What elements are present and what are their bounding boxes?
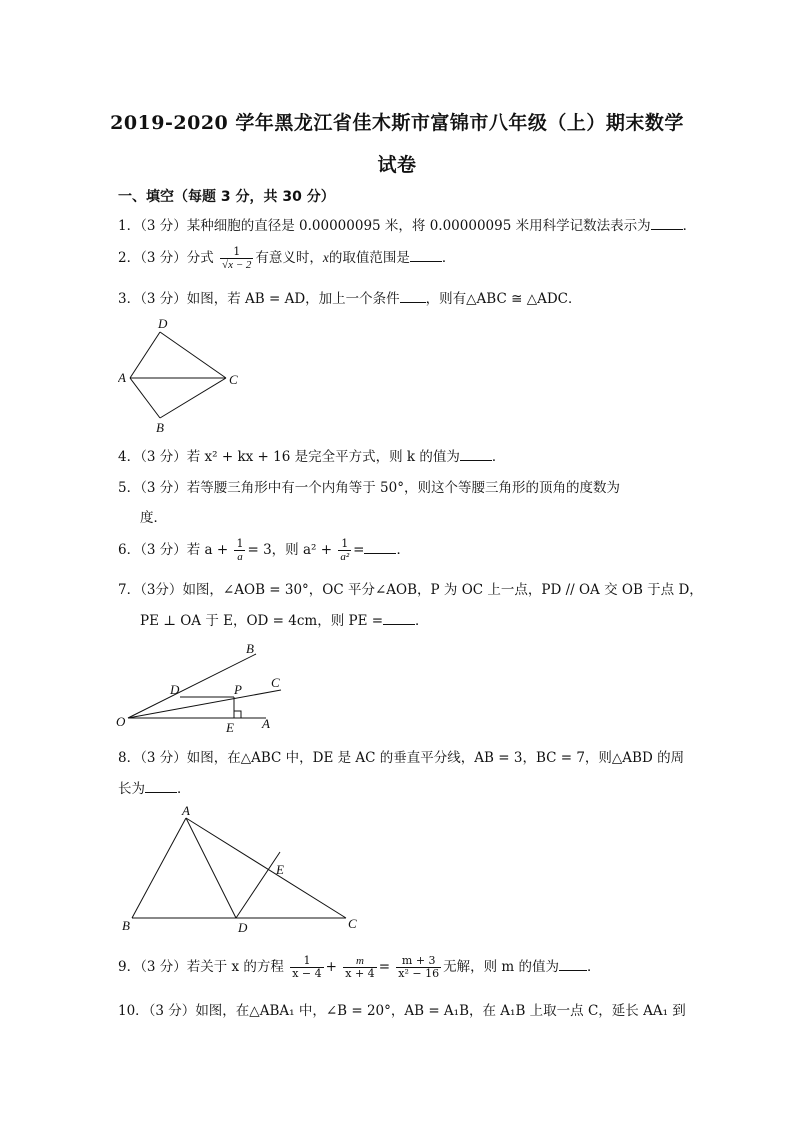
q9-pre: 若关于 x 的方程 [186,959,284,975]
q6-mid: = 3，则 a² + [247,542,333,558]
figure-q3-quadrilateral [118,316,253,434]
question-10 [118,1001,686,1021]
answer-blank [460,448,492,461]
q9-fraction-1 [290,955,323,980]
q2-number: 2．（3 分） [118,250,187,266]
label-D: D [238,920,248,935]
label-A: A [182,804,190,818]
q9-f2-den: x + 4 [345,967,375,980]
label-E: E [226,720,234,735]
answer-blank [410,249,442,262]
q9-post: 无解，则 m 的值为 [443,959,560,975]
label-C: C [229,372,238,387]
q4-end: ． [491,449,506,465]
answer-blank [400,290,426,303]
q3-text: 如图，若 AB = AD，加上一个条件 [186,291,400,307]
label-O: O [116,714,126,729]
label-D: D [158,316,168,331]
q2-pre: 分式 [186,250,214,266]
answer-blank [651,217,683,230]
label-P: P [234,682,242,697]
answer-blank [559,958,587,971]
q9-plus: + [325,959,337,975]
question-5-line2 [118,508,700,528]
q9-f3-num: m + 3 [396,955,441,968]
question-5 [118,478,678,498]
q2-post: 有意义时， [255,250,323,266]
question-6 [118,538,678,563]
label-A: A [262,716,270,731]
q4-number: 4．（3 分） [118,449,187,465]
q8-number: 8．（3 分） [118,750,187,766]
q7-text: 如图，∠AOB = 30°，OC 平分∠AOB，P 为 OC 上一点，PD // OA 交 OB 于点 D， [182,582,703,598]
label-B: B [122,918,130,933]
question-3 [118,289,678,309]
q2-frac-num: 1 [220,246,253,259]
answer-blank [383,612,415,625]
q8-end: ． [177,781,191,797]
label-B: B [156,420,164,434]
q8-line2: 长为 [118,781,145,797]
label-D: D [170,682,180,697]
q6-pre: 若 a + [186,542,229,558]
label-E: E [276,862,284,877]
q10-number: 10．（3 分） [118,1003,196,1019]
question-2 [118,246,678,271]
q2-x: x [322,250,329,265]
label-B: B [246,641,254,656]
q5-line2: 度． [140,510,167,526]
page-title-line2: 试卷 [377,154,417,176]
q6-fraction-2 [338,538,351,563]
q2-fraction [220,246,253,271]
q9-end: ． [587,959,601,975]
q3-mid: ，则有△ABC ≅ △ADC [425,291,568,307]
q9-f1-num: 1 [290,955,323,968]
q9-eq: = [378,959,390,975]
q9-f2-num: m [343,955,376,968]
answer-blank [364,541,396,554]
q5-text: 若等腰三角形中有一个内角等于 50°，则这个等腰三角形的顶角的度数为 [186,480,620,496]
question-4 [118,447,678,467]
question-7-line2 [118,611,700,631]
q7-number: 7．（3分） [118,582,183,598]
q3-end: ． [567,291,582,307]
q6-end: ． [396,542,410,558]
q2-frac-den: √x − 2 [222,259,252,271]
question-8-line2 [118,779,678,799]
label-A: A [118,370,126,385]
q6-fraction-1 [234,538,245,563]
q1-text: 某种细胞的直径是 0.00000095 米，将 0.00000095 米用科学记数法表示为 [186,218,651,234]
q4-text: 若 x² + kx + 16 是完全平方式，则 k 的值为 [186,449,460,465]
q7-line2: PE ⊥ OA 于 E，OD = 4cm，则 PE = [140,613,384,629]
q2-post2: 的取值范围是 [328,250,410,266]
q6-number: 6．（3 分） [118,542,187,558]
q9-fraction-2 [343,955,376,980]
q1-end: ． [682,218,697,234]
q9-f1-den: x − 4 [292,967,322,980]
q6-frac1-den: a [237,551,243,563]
label-C: C [271,675,280,690]
figure-q7-angle [116,640,291,738]
q6-frac2-den: a² [340,551,350,563]
q3-number: 3．（3 分） [118,291,187,307]
q5-number: 5．（3 分） [118,480,187,496]
q7-end: ． [415,613,429,629]
q2-end: ． [441,250,456,266]
question-9 [118,955,678,980]
q6-frac1-num: 1 [236,537,244,550]
question-8 [118,748,685,768]
question-7 [118,580,703,600]
figure-q8-triangle [118,804,368,936]
q6-frac2-num: 1 [338,538,351,551]
page-title: 2019-2020 学年黑龙江省佳木斯市富锦市八年级（上）期末数学 [110,112,684,134]
q9-fraction-3 [396,955,441,980]
q8-text: 如图，在△ABC 中，DE 是 AC 的垂直平分线，AB = 3，BC = 7，则△ABD 的周 [186,750,685,766]
answer-blank [145,780,177,793]
q1-number: 1．（3 分） [118,218,187,234]
q6-post: = [353,542,365,558]
section-heading: 一、填空（每题 3 分，共 30 分） [118,189,335,205]
q9-number: 9．（3 分） [118,959,187,975]
q10-text: 如图，在△ABA₁ 中，∠B = 20°，AB = A₁B，在 A₁B 上取一点 C，延长 AA₁ 到 [195,1003,686,1019]
question-1 [118,216,697,236]
label-C: C [348,916,357,931]
q9-f3-den: x² − 16 [398,967,440,980]
